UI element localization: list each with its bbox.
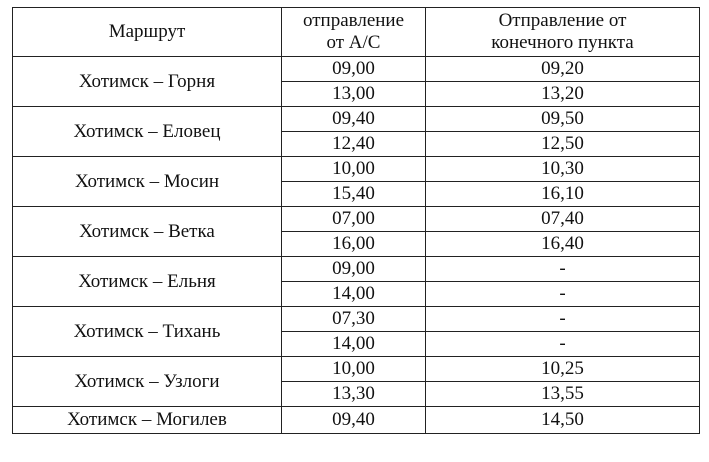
departure-time-cell: 14,00 — [282, 332, 426, 357]
terminal-departure-time-cell: - — [426, 282, 700, 307]
departure-time-cell: 09,40 — [282, 407, 426, 434]
route-name-cell: Хотимск – Горня — [13, 57, 282, 107]
table-row — [13, 57, 700, 82]
table-row — [13, 407, 700, 434]
departure-time-cell: 09,00 — [282, 257, 426, 282]
table-row — [13, 257, 700, 282]
terminal-departure-time-cell: 13,20 — [426, 82, 700, 107]
terminal-departure-time-cell: - — [426, 332, 700, 357]
header-terminal — [426, 8, 700, 57]
terminal-departure-time-cell: 16,10 — [426, 182, 700, 207]
departure-time-cell: 16,00 — [282, 232, 426, 257]
terminal-departure-time-cell: - — [426, 257, 700, 282]
header-departure-line1: отправление — [302, 10, 405, 31]
departure-time-cell: 12,40 — [282, 132, 426, 157]
terminal-departure-time-cell: 09,50 — [426, 107, 700, 132]
terminal-departure-time-cell: 16,40 — [426, 232, 700, 257]
header-terminal-line2: конечного пункта — [491, 32, 634, 53]
route-name-cell: Хотимск – Узлоги — [13, 357, 282, 407]
terminal-departure-time-cell: 14,50 — [426, 407, 700, 434]
terminal-departure-time-cell: 10,25 — [426, 357, 700, 382]
header-route-label: Маршрут — [108, 21, 186, 42]
departure-time-cell: 09,00 — [282, 57, 426, 82]
header-terminal-line1: Отправление от — [498, 10, 627, 31]
departure-time-cell: 14,00 — [282, 282, 426, 307]
route-name-cell: Хотимск – Мосин — [13, 157, 282, 207]
table-row — [13, 357, 700, 382]
terminal-departure-time-cell: 13,55 — [426, 382, 700, 407]
terminal-departure-time-cell: 10,30 — [426, 157, 700, 182]
table-row — [13, 157, 700, 182]
header-departure — [282, 8, 426, 57]
route-name-cell: Хотимск – Ельня — [13, 257, 282, 307]
header-row — [13, 8, 700, 57]
departure-time-cell: 07,00 — [282, 207, 426, 232]
table-row — [13, 107, 700, 132]
route-name-cell: Хотимск – Еловец — [13, 107, 282, 157]
route-name-cell: Хотимск – Тихань — [13, 307, 282, 357]
departure-time-cell: 13,30 — [282, 382, 426, 407]
table-row — [13, 207, 700, 232]
terminal-departure-time-cell: - — [426, 307, 700, 332]
header-departure-line2: от А/С — [326, 32, 381, 53]
timetable-body — [13, 57, 700, 434]
departure-time-cell: 15,40 — [282, 182, 426, 207]
table-row — [13, 307, 700, 332]
terminal-departure-time-cell: 09,20 — [426, 57, 700, 82]
departure-time-cell: 10,00 — [282, 357, 426, 382]
departure-time-cell: 13,00 — [282, 82, 426, 107]
departure-time-cell: 07,30 — [282, 307, 426, 332]
departure-time-cell: 09,40 — [282, 107, 426, 132]
terminal-departure-time-cell: 12,50 — [426, 132, 700, 157]
header-route — [13, 8, 282, 57]
departure-time-cell: 10,00 — [282, 157, 426, 182]
terminal-departure-time-cell: 07,40 — [426, 207, 700, 232]
bus-timetable — [12, 7, 700, 434]
route-name-cell: Хотимск – Могилев — [13, 407, 282, 434]
route-name-cell: Хотимск – Ветка — [13, 207, 282, 257]
